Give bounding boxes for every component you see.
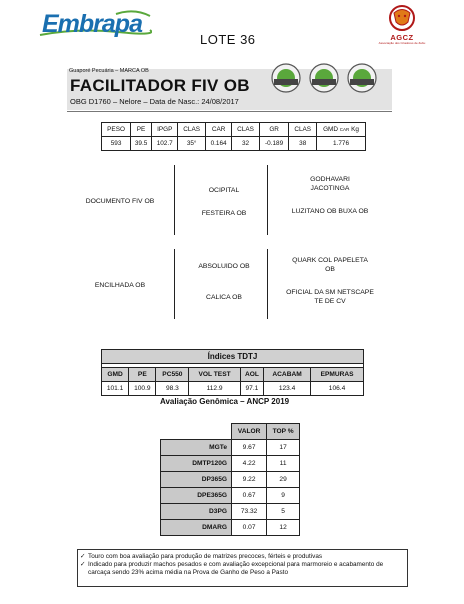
gmd-label: GMD [323, 126, 338, 133]
genomic-row [161, 456, 300, 472]
measure-value: 0.164 [205, 137, 231, 151]
genomic-valor: 9.22 [232, 472, 267, 488]
badge-icon [308, 62, 340, 94]
tdtj-value-row [102, 382, 364, 396]
embrapa-logo [38, 8, 152, 38]
genomic-trait: D3PG [161, 504, 232, 520]
animal-name: FACILITADOR FIV OB [70, 76, 250, 95]
tdtj-value: 97.1 [240, 382, 263, 396]
tdtj-header-row [102, 368, 364, 382]
genomic-top: 9 [267, 488, 300, 504]
measure-header: IPGP [152, 123, 178, 137]
badge-icon [270, 62, 302, 94]
genomic-title: Avaliação Genômica – ANCP 2019 [160, 397, 290, 406]
genomic-top: 29 [267, 472, 300, 488]
tdtj-value: 101.1 [102, 382, 129, 396]
sire-sire-name: OCIPITAL [208, 187, 240, 194]
remark-item [80, 561, 400, 577]
measure-header: PE [131, 123, 152, 137]
measure-value: -0.189 [259, 137, 289, 151]
check-icon: ✓ [80, 553, 86, 560]
measures-header-row [102, 123, 366, 137]
tdtj-value: 112.9 [189, 382, 240, 396]
tdtj-header: VOL TEST [189, 368, 240, 382]
measure-header: CLAS [232, 123, 259, 137]
genomic-valor: 0.67 [232, 488, 267, 504]
tdtj-header: EPMURAS [311, 368, 364, 382]
tdtj-header: ACABAM [264, 368, 311, 382]
gmd-unit: Kg [351, 126, 359, 133]
measure-header: CLAS [289, 123, 317, 137]
ssd-names: LUZITANO OB BUXA OB [291, 208, 369, 215]
genomic-row [161, 520, 300, 536]
genomic-trait: MGTe [161, 440, 232, 456]
pedigree-line [267, 249, 268, 319]
tdtj-value: 106.4 [311, 382, 364, 396]
sire-dam-name: FESTEIRA OB [201, 210, 247, 217]
genomic-trait: DP365G [161, 472, 232, 488]
remarks-box [77, 549, 408, 587]
tdtj-title: Índices TDTJ [102, 350, 364, 364]
measure-header: CLAS [178, 123, 205, 137]
genomic-row [161, 504, 300, 520]
agcz-subtitle: Associação dos Criadores de Zebu [378, 41, 426, 45]
pedigree-line [174, 249, 175, 319]
genomic-header-row [161, 424, 300, 440]
tdtj-value: 100.9 [129, 382, 156, 396]
measure-value: 32 [232, 137, 259, 151]
tdtj-value: 98.3 [156, 382, 189, 396]
genomic-row [161, 440, 300, 456]
genomic-valor: 4.22 [232, 456, 267, 472]
pedigree-line [267, 165, 268, 235]
genomic-top: 12 [267, 520, 300, 536]
tdtj-title-row [102, 350, 364, 364]
badge-icon [346, 62, 378, 94]
tdtj-header: GMD [102, 368, 129, 382]
agcz-label: AGCZ [390, 33, 414, 42]
measure-value: 1.776 [317, 137, 366, 151]
genomic-trait: DMARG [161, 520, 232, 536]
measure-value: 39.5 [131, 137, 152, 151]
tdtj-table [101, 349, 364, 396]
genomic-row [161, 488, 300, 504]
sss-names: GODHAVARI JACOTINGA [310, 176, 350, 192]
measures-value-row [102, 137, 366, 151]
measure-value: 593 [102, 137, 131, 151]
agcz-logo [378, 4, 426, 46]
tdtj-value: 123.4 [264, 382, 311, 396]
lot-number: LOTE 36 [200, 32, 256, 47]
pedigree-line [174, 165, 175, 235]
check-icon: ✓ [80, 561, 86, 568]
remark-item [80, 553, 400, 561]
tdtj-header: AOL [240, 368, 263, 382]
gmd-sub: CAR [339, 127, 350, 132]
genomic-trait: DPE365G [161, 488, 232, 504]
dss-names: QUARK COL PAPELETA OB [292, 257, 368, 273]
measure-header: PESO [102, 123, 131, 137]
genomic-table [160, 423, 300, 536]
sire-name: DOCUMENTO FIV OB [85, 198, 155, 205]
genomic-top: 5 [267, 504, 300, 520]
measure-value: 38 [289, 137, 317, 151]
genomic-trait: DMTP120G [161, 456, 232, 472]
genomic-valor: 0.07 [232, 520, 267, 536]
tdtj-header: PE [129, 368, 156, 382]
remark-text: Touro com boa avaliação para produção de matrizes precoces, férteis e produtivas [88, 553, 323, 560]
genomic-col-valor: VALOR [232, 424, 267, 440]
animal-registration: OBG D1760 – Nelore – Data de Nasc.: 24/08/2017 [70, 97, 239, 106]
genomic-col-top: TOP % [267, 424, 300, 440]
measure-value: 35° [178, 137, 205, 151]
breeder-line: Guaporé Pecuária – MARCA OB [69, 68, 149, 74]
measure-value: 102.7 [152, 137, 178, 151]
dam-name: ENCILHADA OB [94, 282, 146, 289]
remark-text: Indicado para produzir machos pesados e com avaliação excepcional para marmoreio e acabamento de carcaça sendo 23% acima média na Prova de Ganho de Peso a Pasto [88, 561, 384, 576]
measure-header: CAR [205, 123, 231, 137]
tdtj-header: PC550 [156, 368, 189, 382]
dam-sire-name: ABSOLUIDO OB [198, 263, 250, 270]
title-divider [67, 111, 392, 112]
diamante-badge [308, 62, 340, 94]
genomic-valor: 9.67 [232, 440, 267, 456]
genomic-top: 17 [267, 440, 300, 456]
genomic-valor: 73.32 [232, 504, 267, 520]
genomic-row [161, 472, 300, 488]
gemeador-badge [270, 62, 302, 94]
dam-dam-name: CALICA OB [206, 294, 242, 301]
zebu-emblem-icon [378, 4, 426, 34]
measures-table [101, 122, 366, 151]
measure-header-gmd [317, 123, 366, 137]
dds-names: OFICIAL DA SM NETSCAPE TE DE CV [286, 289, 374, 305]
gemeador-badge-2 [346, 62, 378, 94]
logo-text: Embrapa [42, 10, 142, 38]
measure-header: GR [259, 123, 289, 137]
genomic-top: 11 [267, 456, 300, 472]
